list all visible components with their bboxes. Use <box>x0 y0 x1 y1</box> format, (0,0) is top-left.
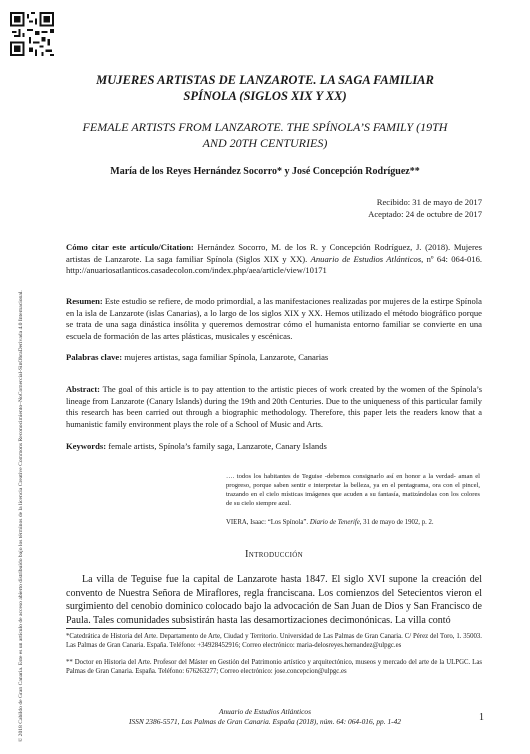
page-number: 1 <box>479 712 484 723</box>
footnote-1: *Catedrática de Historia del Arte. Departamento de Arte, Ciudad y Territorio. Universidad de Las Palmas de Gran Canaria. C/ Pérez del Toro, 1. 35003. Las Palmas de Gran Canaria. España. Teléfono: +34928452916; Correo electrónico: maria-delosreyes.hernandez@ulpgc.es <box>66 633 482 649</box>
citation-label: Cómo citar este artículo/Citation: <box>66 242 194 252</box>
article-dates <box>300 197 482 220</box>
abstract <box>66 384 482 430</box>
palabras-label: Palabras clave: <box>66 352 123 362</box>
citation-url[interactable]: , nº 64: 064-016. http://anuariosatlanticos.casadecolon.com/index.php/aea/article/view/10171 <box>66 253 483 275</box>
abstract-text: The goal of this article is to pay attention to the artistic pieces of work created by the women of the Spínola’s lineage from Lanzarote (Canary Islands) during the 19th and 20th Centuries. Due to the uniqueness of this particular family this research has been carried out through a biographic methodology. Therefore, this paper lets the readers know that a humanistic family environment plays the role of a School of Music and Arts. <box>66 385 482 429</box>
epigraph-date: , 31 de mayo de 1902, p. 2. <box>359 519 434 526</box>
epigraph-journal: Diario de Tenerife <box>309 519 360 526</box>
citation-journal: Anuario de Estudios Atlánticos <box>310 253 422 264</box>
footer-journal: Anuario de Estudios Atlánticos <box>218 707 312 716</box>
qr-code <box>10 12 54 56</box>
title-english: FEMALE ARTISTS FROM LANZAROTE. THE SPÍNOLA’S FAMILY (19TH AND 20TH CENTURIES) <box>82 120 448 150</box>
license-sidebar: © 2018 Cabildo de Gran Canaria. Este es un artículo de acceso abierto distribuido bajo los términos de la licencia Creative Commons Reconocimiento–NoComercial-SinObraDerivada 4.0 Internacional. <box>18 290 24 742</box>
title-spanish: MUJERES ARTISTAS DE LANZAROTE. LA SAGA FAMILIAR SPÍNOLA (SIGLOS XIX Y XX) <box>96 73 434 103</box>
resumen-text: Este estudio se refiere, de modo primordial, a las manifestaciones realizadas por mujeres de la estirpe Spínola en la isla de Lanzarote (islas Canarias), a lo largo de los siglos XIX y XX. Hemos utilizado el método biográfico porque se trata de una saga dinástica insólita y queremos demostrar cómo el humanista entorno familiar se convierte en una escuela de formación de las artes plásticas, musicales y escénicas. <box>66 296 482 341</box>
authors: María de los Reyes Hernández Socorro* y José Concepción Rodríguez** <box>110 166 420 177</box>
epigraph-author: VIERA, Isaac: “Los Spínola”. <box>226 519 309 526</box>
abstract-label: Abstract: <box>66 385 100 394</box>
section-heading: Introducción <box>244 549 304 560</box>
keywords <box>66 441 482 453</box>
keywords-text: female artists, Spínola’s family saga, Lanzarote, Canary Islands <box>108 441 327 451</box>
accepted-date: Aceptado: 24 de octubre de 2017 <box>368 208 482 219</box>
footnote-2: ** Doctor en Historia del Arte. Profesor del Máster en Gestión del Patrimonio artístico y arquitectónico, museos y mercado del arte de la ULPGC. Las Palmas de Gran Canaria. España. Teléfono: 676263277; Correo electrónico: jose.concepcion@ulpgc.es <box>66 659 482 675</box>
keywords-label: Keywords: <box>66 441 107 451</box>
received-date: Recibido: 31 de mayo de 2017 <box>376 197 482 207</box>
palabras-clave <box>66 352 482 364</box>
resumen-label: Resumen: <box>66 296 103 306</box>
citation <box>66 242 482 277</box>
page-footer <box>100 707 430 727</box>
palabras-text: mujeres artistas, saga familiar Spínola, Lanzarote, Canarias <box>124 352 329 362</box>
epigraph-source <box>226 518 480 527</box>
resumen <box>66 296 482 342</box>
citation-text: Hernández Socorro, M. de los R. y Concepción Rodríguez, J. (2018). Mujeres artistas de Lanzarote. La saga familiar Spínola (Siglos XIX y XX). <box>66 242 482 264</box>
footer-issn: ISSN 2386-5571, Las Palmas de Gran Canaria. España (2018), núm. 64: 064-016, pp. 1-42 <box>128 717 401 726</box>
footnote-divider <box>66 628 186 629</box>
epigraph-quote: …. todos los habitantes de Teguise -debemos consignarlo así en honor a la verdad- aman el progreso, porque saben sentir e interpretar la belleza, ya en el pentagrama, ora con el pincel, trazando en el cielo místicas imágenes que acuden a su fantasía, matizándolas con los colores de su cielo siempre azul. <box>226 473 480 507</box>
intro-paragraph: La villa de Teguise fue la capital de Lanzarote hasta 1847. El siglo XVI supone la creación del convento de Nuestra Señora de Miraflores, regla franciscana. Los comienzos del Setecientos vieron el surgimiento del cenobio dominico colocado bajo la advocación de San Juan de Dios y San Francisco de Paula. Tales comunidades subsistirán hasta las desamortizaciones decimonónicas. La villa contó <box>66 574 482 626</box>
